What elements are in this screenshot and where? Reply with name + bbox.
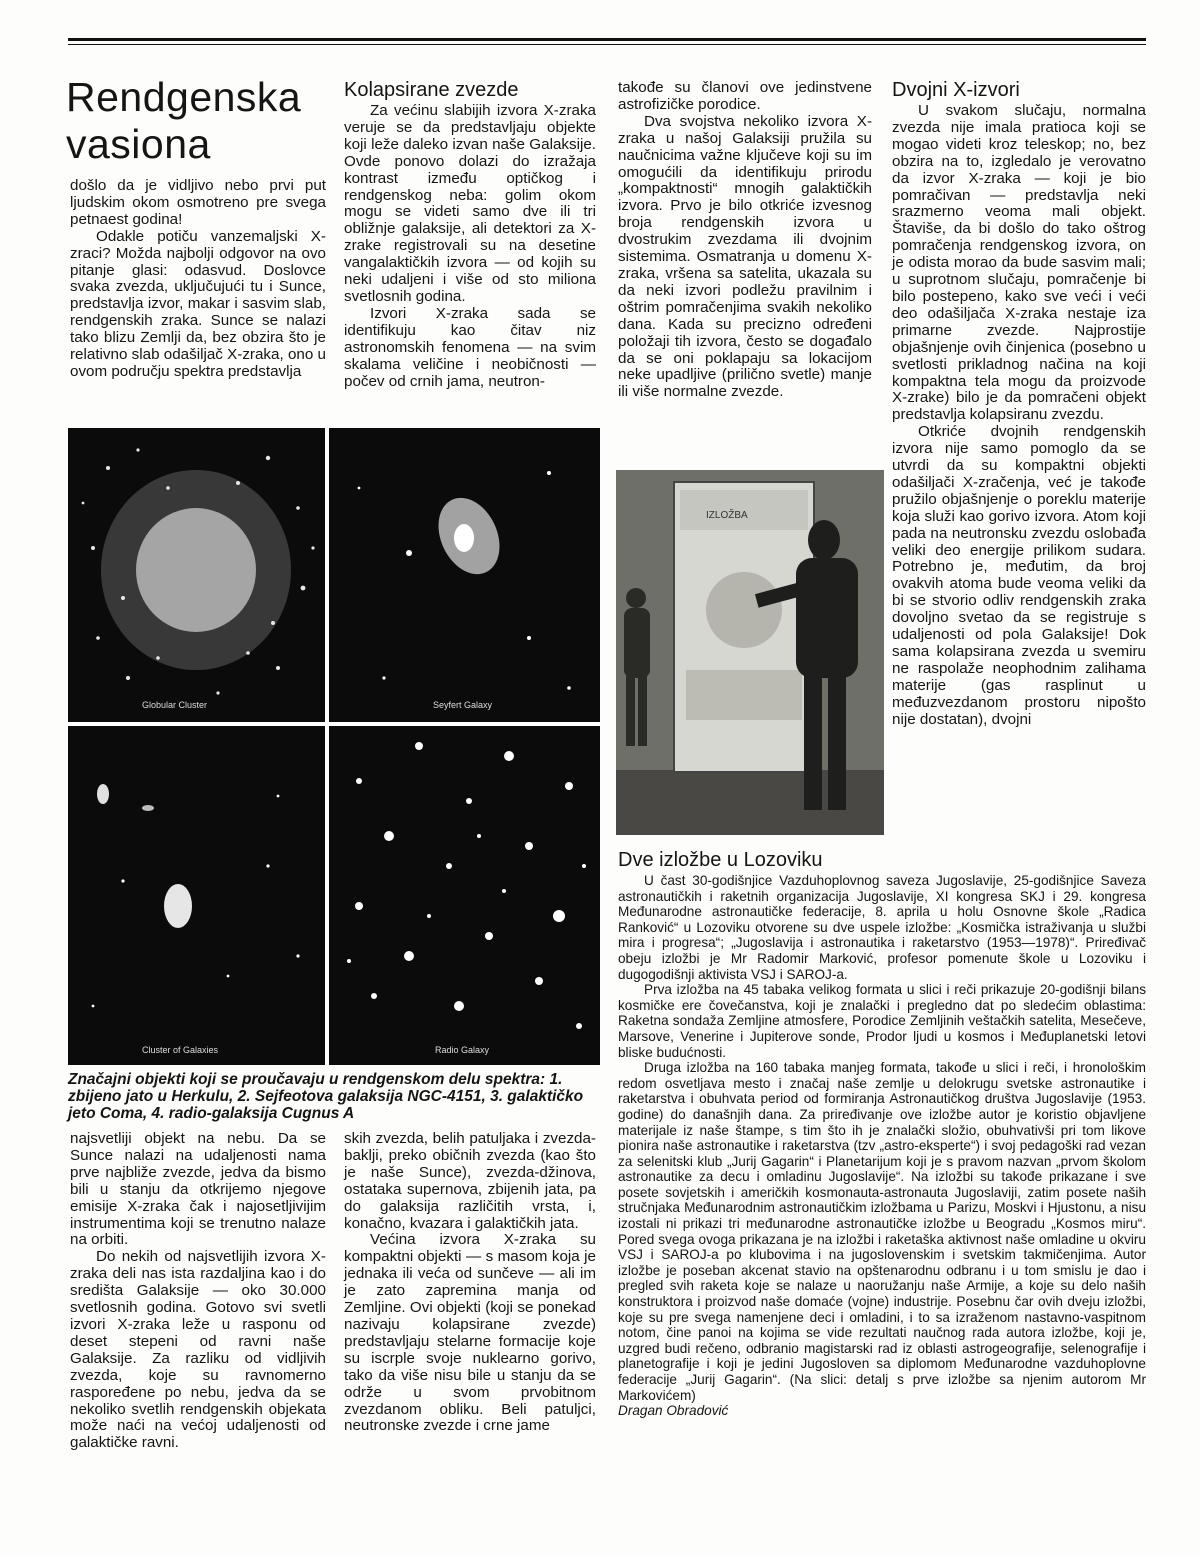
seyfert-galaxy-shape [358, 471, 571, 690]
paragraph: Za većinu slabijih izvora X-zraka veruje se da predstavljaju objekte koji leže daleko izvan naše Galaksije. Ovde ponovo dolazi do izražaja kontrast između optičkog i rendgenskog neba: golim okom mogu se videti samo dve ili tri obližnje galaksije, ali detektori za X-zrake registrovali su na desetine vangalaktičkih izvora — od kojih su neki udaljeni i više od sto miliona svetlosnih godina. [344, 102, 596, 305]
section-heading: Dve izložbe u Lozoviku [618, 849, 823, 871]
section-heading: Kolapsirane zvezde [344, 79, 519, 101]
column-2-bottom [344, 1131, 596, 1435]
paragraph: došlo da je vidljivo nebo prvi put ljudskim okom osmotreno pre svega petnaest godina! [70, 177, 326, 228]
column-4 [892, 79, 1146, 729]
photo-exhibition [616, 470, 884, 835]
panel-label: Seyfert Galaxy [433, 700, 493, 710]
paragraph: Dva svojstva nekoliko izvora X-zraka u našoj Galaksiji pružila su naučnicima važne ključeve koji su im omogućili da identifikuju prirodu „kompaktnosti“ mnogih galaktičkih izvora. Prvo je bilo otkriće izvesnog broja rendgenskih izvora u dvostrukim zvezdama ili dvojnim sistemima. Osmatranja u domenu X-zraka, vršena sa satelita, ukazala su da neki izvori podležu pravilnim i oštrim pomračenjima svakih nekoliko dana. Kada su precizno određeni položaji tih izvora, često se događalo da se oni poklapaju sa lokacijom neke upadljive (prilično svetle) manje ili više normalne zvezde. [618, 112, 872, 401]
section-heading: Dvojni X-izvori [892, 79, 1020, 101]
paragraph: Izvori X-zraka sada se identifikuju kao čitav niz astronomskih fenomena — na svim skalama veličine i neobičnosti — počev od crnih jama, neutron- [344, 304, 596, 390]
photo-globular-cluster [68, 428, 325, 722]
paragraph: takođe su članovi ove jedinstvene astrofizičke porodice. [618, 79, 872, 113]
paragraph: Odakle potiču vanzemaljski X-zraci? Možda najbolji odgovor na ovo pitanje glasi: odasvud. Doslovce svaka zvezda, uključujući tu i Sunce, predstavlja izvor, makar i sasvim slab, rendgenskih zraka. Sunce se nalazi tako blizu Zemlji da, bez obzira što je relativno slab odašiljač X-zraka, ono u ovom području spektra predstavlja [70, 227, 326, 380]
paragraph: Druga izložba na 160 tabaka manjeg formata, takođe u slici i reči, i hronološkim redom osvetljava mesto i značaj naše zemlje u delokrugu svetske astronautike i raketarstva i obuhvata period od formiranja Astronautičkog društva Jugoslavije (1953. godine) do današnjih dana. Za priređivanje ove izložbe autor je koristio objavljene materijale iz naše štampe, s tim što ih je znalački složio, obuhvativši pri tom likove pionira naše astronautike i raketarstva (tzv „astro-eksperte“) i svoj pedagoški rad vezan za selenitski klub „Jurij Gagarin“ i Planetarijum koji je s pravom nazvan „prvom školom astronautike za decu i omladinu Jugoslavije“. Na izložbi su takođe prikazane i sve posete sovjetskih i američkih kosmonauta-astronauta Jugoslaviji, zatim posete naših stručnjaka Međunarodnim astronautičkim izložbama u Parizu, Moskvi i Hjustonu, a nisu izostali ni prikazi tri međunarodne astronautičke izložbe u Beogradu „Kosmos miru“. Pored svega ovoga prikazana je na izložbi i raketaška aktivnost naše omladine u okviru VSJ i SAROJ-a po klubovima i na jugoslovenskim i svetskim takmičenjima. Autor izložbe je poseban akcenat stavio na opštenarodnu odbranu i u tom smislu je dao i pregled svih raketa koje se nalaze u naoružanju naše Armije, a koje su delo naših konstruktora i proizvod naše domaće (vojne) industrije. Posebnu čar ovih dveju izložbi, koje su pre svega namenjene deci i omladini, i to sa izraženom nastavno-vaspitnom notom, čine panoi na kojima se vide rezultati naučnog rada autora izložbe, koji je, uzgred budi rečeno, odbranio magistarski rad iz oblasti astrogeografije, selenografije i planetografije i koji je jedini Jugosloven sa diplomom Međunarodne vazduhoplovne federacije „Jurij Gagarin“. (Na slici: detalj s prve izložbe sa njenim autorom Mr Markovićem) [618, 1060, 1146, 1403]
photo-cluster-of-galaxies [68, 726, 325, 1065]
top-rule-thin [68, 44, 1146, 45]
board-title: IZLOŽBA [706, 510, 748, 521]
photo-seyfert-galaxy [329, 428, 600, 722]
author-byline: Dragan Obradović [618, 1403, 729, 1419]
radio-galaxy-stars [347, 742, 586, 1029]
article-title: Rendgenska vasiona [66, 74, 302, 167]
column-1-top [70, 178, 326, 381]
figure-caption: Značajni objekti koji se proučavaju u rendgenskom delu spektra: 1. zbijeno jato u Herkulu, 2. Sejfeotova galaksija NGC-4151, 3. galaktičko jeto Coma, 4. radio-galaksija Cugnus A [68, 1071, 584, 1122]
lozovik-article [618, 849, 1146, 1419]
panel-label: Globular Cluster [142, 700, 208, 710]
paragraph: najsvetliji objekt na nebu. Da se Sunce nalazi na udaljenosti nama prve najbliže zvezde, jedva da bismo bili u stanju da otkrijemo njegove emisije X-zraka čak i najosetljivijim instrumentima koji se trenutno nalaze na orbiti. [70, 1130, 326, 1249]
top-rule-thick [68, 38, 1146, 41]
photo-radio-galaxy [329, 726, 600, 1065]
column-1-bottom [70, 1131, 326, 1452]
paragraph: Otkriće dvojnih rendgenskih izvora nije samo pomoglo da se utvrdi da su kompaktni objekti odašiljači X-zračenja, već je takođe pružilo objašnjenje o poreklu materije koja služi kao gorivo izvora. Atom koji pada na neutronsku zvezdu oslobađa veliki deo energije prilikom sudara. Potrebno je, međutim, da broj ovakvih atoma bude veoma veliki da bi se stvorio odliv rendgenskih zraka dovoljno svetao da se registruje s udaljenosti od pola Galaksije! Dok sama kolapsirana zvezda u svemiru ne raspolaže neophodnim zalihama materije (gas rasplinut u međuzvezdanom prostoru nipošto nije dostatan), dvojni [892, 423, 1146, 728]
globular-cluster-stars [82, 448, 315, 694]
column-3-top [618, 80, 872, 401]
board-panel [686, 670, 802, 720]
panel-label: Cluster of Galaxies [142, 1045, 219, 1055]
astronomy-photo-grid [68, 428, 600, 1065]
paragraph: Do nekih od najsvetlijih izvora X-zraka deli nas ista razdaljina kao i do središta Galaksije — oko 30.000 svetlosnih godina. Gotovo svi svetli izvori X-zraka leže u rasponu od deset stepeni od ravni naše Galaksije. Za razliku od vidljivih zvezda, koje su ravnomerno raspoređene po nebu, jedva da se nekoliko svetlih rendgenskih objekata može naći na većoj udaljenosti od galaktičke ravni. [70, 1248, 326, 1452]
paragraph: Većina izvora X-zraka su kompaktni objekti — s masom koja je jednaka ili veća od sunčeve — ali im je zato zapremina manja od Zemljine. Ovi objekti (koji se ponekad nazivaju kolapsirane zvezde) predstavljaju stelarne formacije koje su iscrple svoje nuklearno gorivo, tako da više nisu bile u stanju da se održe u svom prvobitnom zvezdanom obliku. Beli patuljci, neutronske zvezde i crne jame [344, 1231, 596, 1435]
board-globe [706, 572, 782, 648]
paragraph: U čast 30-godišnjice Vazduhoplovnog saveza Jugoslavije, 25-godišnjice Saveza astronautičkih i raketnih organizacija Jugoslavije, XI kongresa SKJ i 29. kongresa Međunarodne astronautičke federacije, 8. aprila u holu Osnovne škole „Radica Ranković“ u Lozoviku otvorene su dve uspele izložbe: „Kosmička istraživanja u službi mira i progresa“; „Jugoslavija i astronautika i raketarstvo (1953—1978)“. Priređivač obeju izložbi je Mr Radomir Marković, profesor pomenute škole u Lozoviku i dugogodišnji aktivista VSJ i SAROJ-a. [618, 873, 1146, 982]
galaxy-cluster-shapes [92, 784, 300, 1007]
column-2-top [344, 79, 596, 390]
paragraph: Prva izložba na 45 tabaka velikog formata u slici i reči prikazuje 20-godišnji bilans kosmičke ere čovečanstva, koji je znalački i pregledno dat po sledećim oblastima: Raketna sondaža Zemljine atmosfere, Porodice Zemljinih veštačkih satelita, Mesečeve, Marsove, Venerine i Jupiterove sonde, Prodor ljudi u kosmos i Međuplanetski letovi bliske budućnosti. [618, 982, 1146, 1060]
paragraph: skih zvezda, belih patuljaka i zvezda-baklji, preko običnih zvezda (kao što je naše Sunce), zvezda-džinova, ostataka supernova, zbijenih jata, pa do galaksija različitih vrsta, i, konačno, kvazara i galaktičkih jata. [344, 1130, 596, 1232]
panel-label: Radio Galaxy [435, 1045, 490, 1055]
paragraph: U svakom slučaju, normalna zvezda nije imala pratioca koji se mogao videti kroz teleskop; no, bez obzira na to, izgledalo je verovatno da izvor X-zraka — koji je bio pomračivan — predstavlja neki srazmerno veoma mali objekt. Štaviše, da bi došlo do tako oštrog pomračenja rendgenskog izvora, on je odista morao da bude sasvim mali; u suprotnom slučaju, pomračenje bi bilo postepeno, kako sve veći i veći deo odašiljača X-zraka nestaje iza primarne zvezde. Najprostije objašnjenje ovih činjenica (posebno u svetlosti prikladnog načina na koji kompaktna tela mogu da proizvode X-zrake) bilo je da pomračeni objekt predstavlja kolapsiranu zvezdu. [892, 102, 1146, 424]
